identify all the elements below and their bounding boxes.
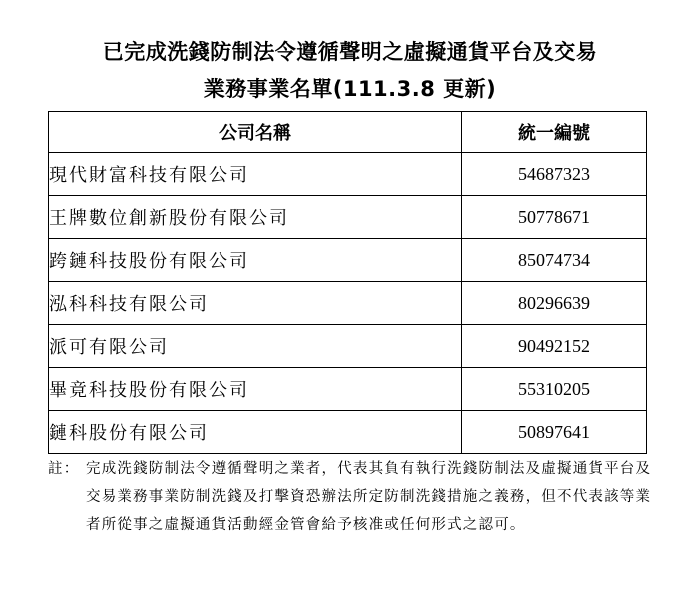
header-company-name: 公司名稱 xyxy=(49,112,462,153)
unified-id-cell: 80296639 xyxy=(462,282,647,325)
unified-id-cell: 54687323 xyxy=(462,153,647,196)
table-row xyxy=(49,411,647,454)
table-row xyxy=(49,239,647,282)
footnote-text: 完成洗錢防制法令遵循聲明之業者，代表其負有執行洗錢防制法及虛擬通貨平台及交易業務事業防制洗錢及打擊資恐辦法所定防制洗錢措施之義務，但不代表該等業者所從事之虛擬通貨活動經金管會給予核准或任何形式之認可。 xyxy=(86,461,652,533)
company-name-cell: 鏈科股份有限公司 xyxy=(49,411,462,454)
table-row xyxy=(49,282,647,325)
company-name-cell: 現代財富科技有限公司 xyxy=(49,153,462,196)
unified-id-cell: 90492152 xyxy=(462,325,647,368)
company-name-cell: 泓科科技有限公司 xyxy=(49,282,462,325)
table-header-row xyxy=(49,112,647,153)
company-name-cell: 王牌數位創新股份有限公司 xyxy=(49,196,462,239)
unified-id-cell: 50778671 xyxy=(462,196,647,239)
table-row xyxy=(49,196,647,239)
table-row xyxy=(49,325,647,368)
document-title xyxy=(0,34,700,108)
unified-id-cell: 50897641 xyxy=(462,411,647,454)
header-unified-id: 統一編號 xyxy=(462,112,647,153)
unified-id-cell: 55310205 xyxy=(462,368,647,411)
company-registry-table xyxy=(48,111,647,454)
footnote xyxy=(48,455,658,539)
title-line-2: 業務事業名單(111.3.8 更新) xyxy=(203,77,497,101)
company-name-cell: 跨鏈科技股份有限公司 xyxy=(49,239,462,282)
company-name-cell: 派可有限公司 xyxy=(49,325,462,368)
title-line-1: 已完成洗錢防制法令遵循聲明之虛擬通貨平台及交易 xyxy=(102,40,598,64)
table-row xyxy=(49,368,647,411)
unified-id-cell: 85074734 xyxy=(462,239,647,282)
table-row xyxy=(49,153,647,196)
footnote-prefix: 註： xyxy=(48,461,80,477)
company-name-cell: 畢竟科技股份有限公司 xyxy=(49,368,462,411)
